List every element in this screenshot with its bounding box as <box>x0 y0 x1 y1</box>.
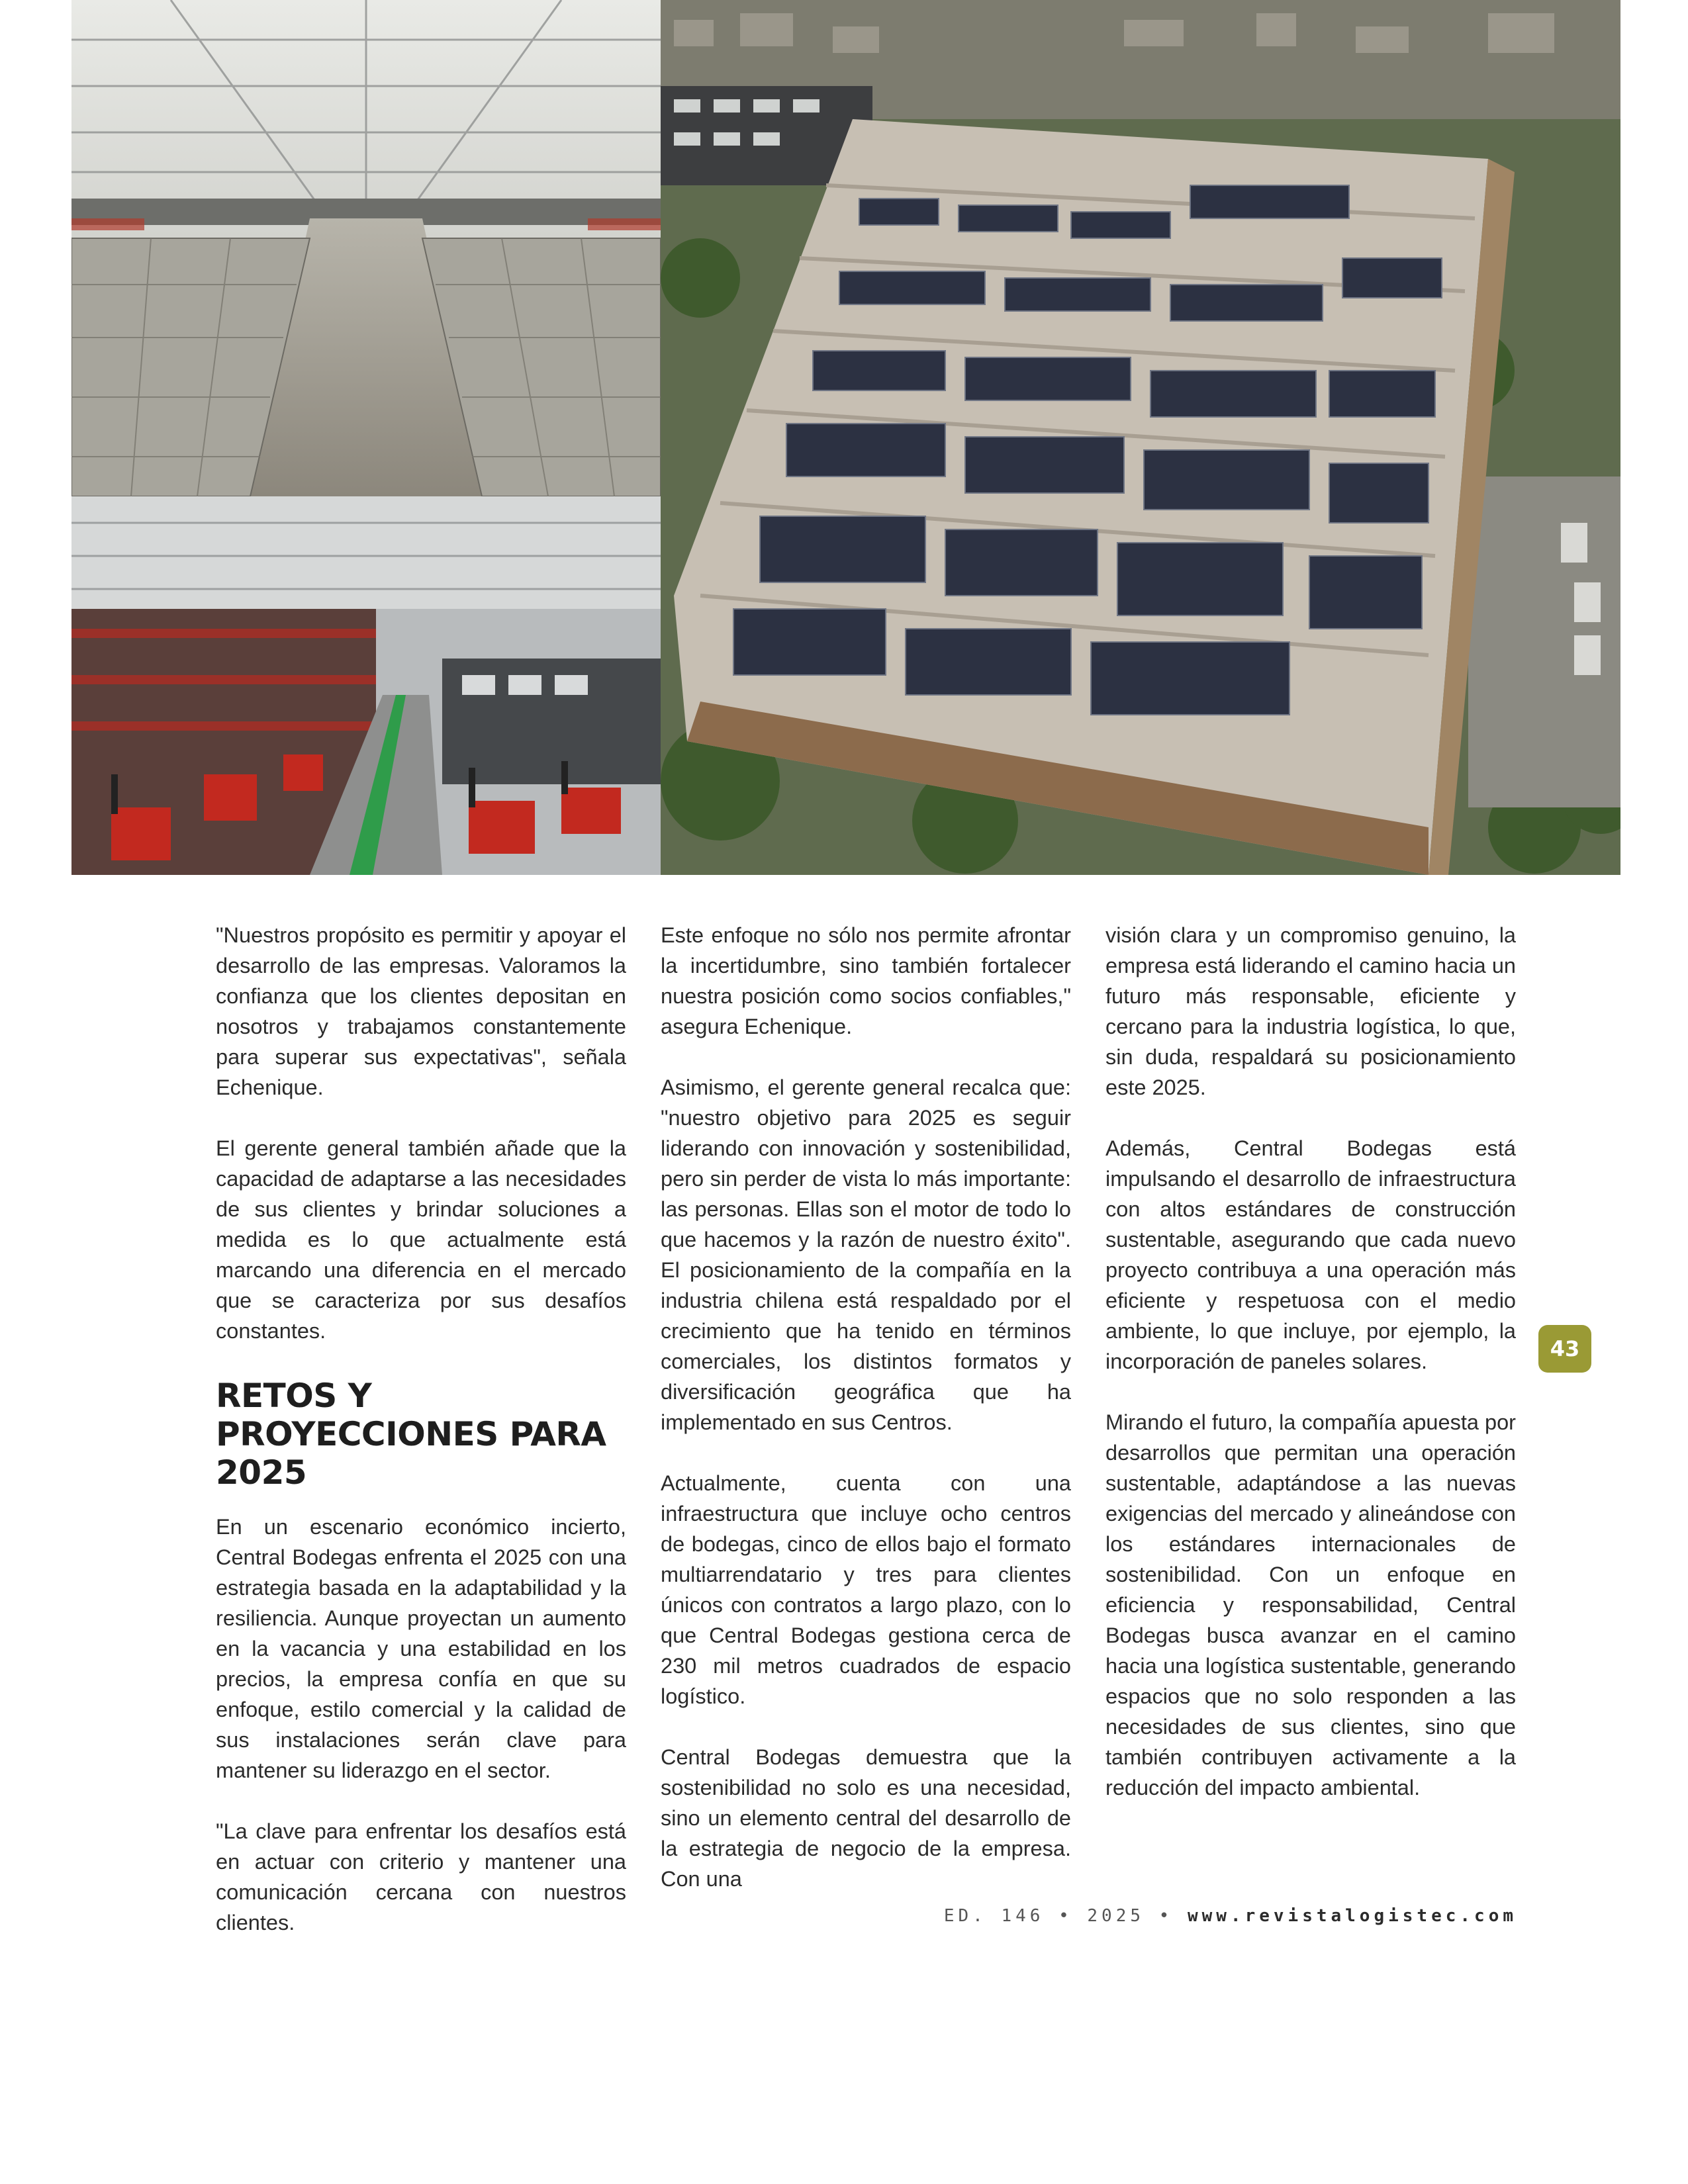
paragraph: "La clave para enfrentar los desafíos está en actuar con criterio y mantener una comunicación cercana con nuestros clientes. <box>216 1819 626 1934</box>
section-heading: RETOS Y PROYECCIONES PARA 2025 <box>216 1377 606 1492</box>
paragraph: Este enfoque no sólo nos permite afrontar la incertidumbre, sino también fortalecer nuestra posición como socios confiables," asegura Echenique. <box>661 923 1071 1038</box>
article-column-3 <box>1105 920 1516 1803</box>
paragraph: Mirando el futuro, la compañía apuesta por desarrollos que permitan una operación sustentable, adaptándose a las nuevas exigencias del mercado y alineándose con los estándares internacionales de sostenibilidad. Con un enfoque en eficiencia y responsabilidad, Central Bodegas busca avanzar en el camino hacia una logística sustentable, generando espacios que no solo responden a las necesidades de sus clientes, sino que también contribuyen activamente a la reducción del impacto ambiental. <box>1105 1410 1516 1799</box>
paragraph: visión clara y un compromiso genuino, la empresa está liderando el camino hacia un futuro más responsable, eficiente y cercano para la industria logística, lo que, sin duda, respaldará su posicionamiento este 2025. <box>1105 923 1516 1099</box>
solar-panel-roof-aerial-photo <box>661 0 1620 875</box>
warehouse-interior-photo <box>71 0 661 496</box>
footer <box>944 1906 1517 1926</box>
paragraph: Actualmente, cuenta con una infraestructura que incluye ocho centros de bodegas, cinco de ellos bajo el formato multiarrendatario y tres para clientes únicos con contratos a largo plazo, con lo que Central Bodegas gestiona cerca de 230 mil metros cuadrados de espacio logístico. <box>661 1471 1071 1708</box>
paragraph: El gerente general también añade que la capacidad de adaptarse a las necesidades de sus clientes y brindar soluciones a medida es lo que actualmente está marcando una diferencia en el mercado que se caracteriza por sus desafíos constantes. <box>216 1136 626 1343</box>
page-number-badge: 43 <box>1538 1325 1591 1373</box>
footer-website-link[interactable]: www.revistalogistec.com <box>1187 1906 1517 1926</box>
paragraph: En un escenario económico incierto, Central Bodegas enfrenta el 2025 con una estrategia basada en la adaptabilidad y la resiliencia. Aunque proyectan un aumento en la vacancia y una estabilidad en los precios, la empresa confía en que su enfoque, estilo comercial y la calidad de sus instalaciones serán clave para mantener su liderazgo en el sector. <box>216 1515 626 1782</box>
paragraph: Asimismo, el gerente general recalca que: "nuestro objetivo para 2025 es seguir liderando con innovación y sostenibilidad, pero sin perder de vista lo más importante: las personas. Ellas son el motor de todo lo que hacemos y la razón de nuestro éxito". El posicionamiento de la compañía en la industria chilena está respaldado por el crecimiento que ha tenido en términos comerciales, los distintos formatos y diversificación geográfica que ha implementado en sus Centros. <box>661 1075 1071 1434</box>
forklift-fleet-photo <box>71 496 661 875</box>
article-column-1 <box>216 920 626 1938</box>
paragraph: Además, Central Bodegas está impulsando el desarrollo de infraestructura con altos estándares de construcción sustentable, asegurando que cada nuevo proyecto contribuya a una operación más eficiente y respetuosa con el medio ambiente, lo que incluye, por ejemplo, la incorporación de paneles solares. <box>1105 1136 1516 1373</box>
article-column-2 <box>661 920 1071 1894</box>
paragraph: Central Bodegas demuestra que la sostenibilidad no solo es una necesidad, sino un elemento central del desarrollo de la estrategia de negocio de la empresa. Con una <box>661 1745 1071 1891</box>
paragraph: "Nuestros propósito es permitir y apoyar el desarrollo de las empresas. Valoramos la confianza que los clientes depositan en nosotros y trabajamos constantemente para superar sus expectativas", señala Echenique. <box>216 923 626 1099</box>
footer-edition: ED. 146 • 2025 • <box>943 1906 1188 1926</box>
